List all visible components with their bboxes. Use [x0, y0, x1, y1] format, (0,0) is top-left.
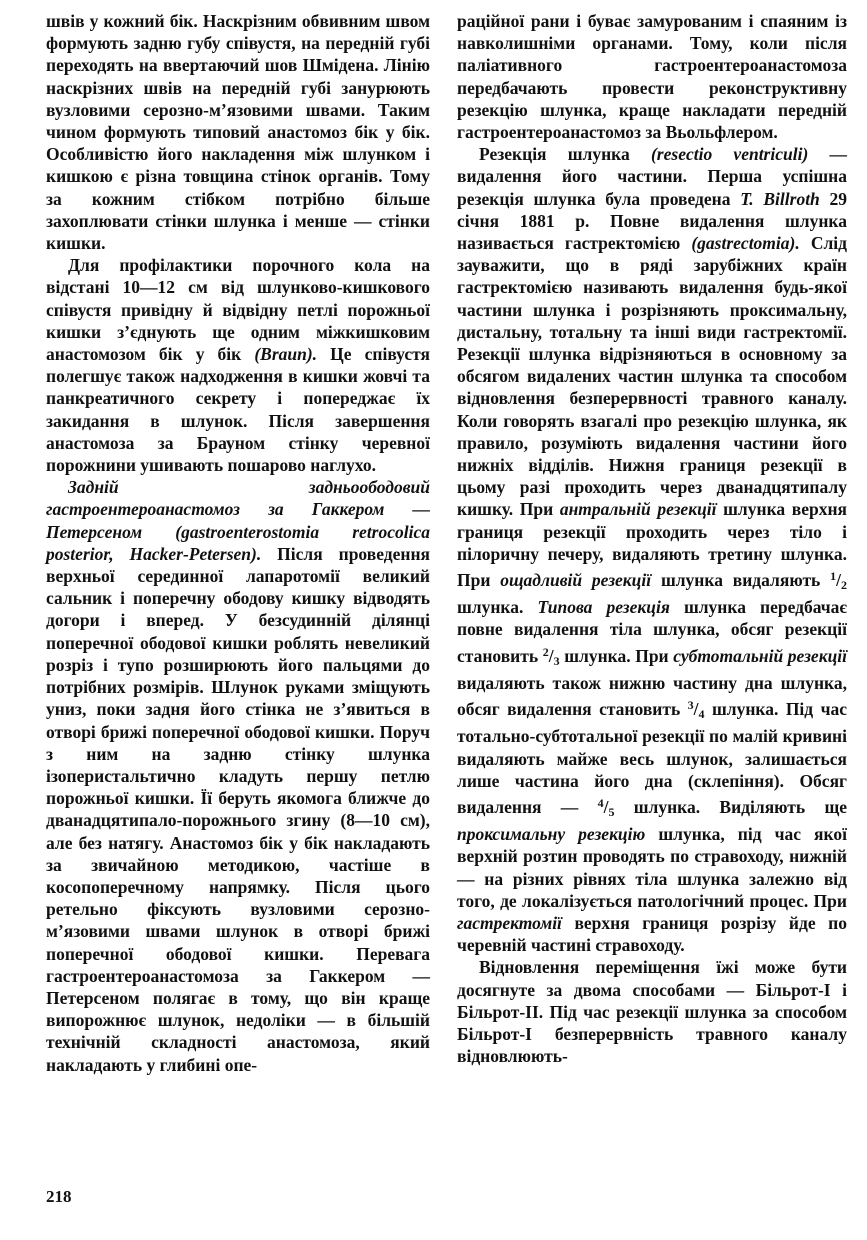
resection-text-j: шлунка. Під час тотально-субтотальної резекції по малій кривині видаляють майже весь шлунок, залишається лише частина його дна (склепіння). Обсяг видалення — — [457, 699, 847, 817]
resection-text-i: видаляють також нижню частину дна шлунка, обсяг видалення становить — [457, 672, 847, 720]
resection-text-a: — видалення його частини. Перша успішна резекція шлунка була проведена — [457, 144, 848, 209]
hacker-petersen-body: Після проведення верхньої серединної лапаротомії великий сальник і поперечну ободову кишку відводять догори і вперед. У безсудинній ділянці поперечної ободової кишки роблять невеликий розріз і тупо розширюють його пальцями до потрібних розмірів. Шлунок руками зміщують униз, поки задня його стінка не з’явиться в отворі брижі поперечної ободової кишки. Поруч з ним на задню стінку шлунка ізоперистальтично кладуть першу петлю порожньої кишки. Її беруть якомога ближче до дванадцятипало-порожнього згину (8—10 см), але без натягу. Анастомоз бік у бік накладають за звичайною методикою, частіше в косопоперечному напрямку. Після цього ретельно фіксують вузловими серозно-м’язовими швами шлунок в отворі брижі поперечної ободової кишки. Перевага гастроентероанастомоза за Гаккером — Петерсеном полягає в тому, що він краще випорожнює шлунок, недоліки — в більшій технічній складності анастомоза, який накладають у глибині опе- — [46, 543, 430, 1075]
fraction-four-fifths: $^4/_5$ — [597, 795, 615, 819]
resection-text-k: шлунка. Виділяють ще — [614, 796, 847, 817]
resection-text-m: верхня границя розрізу йде по черевній частині стравоходу. — [457, 912, 847, 956]
resection-text-h: шлунка. При — [559, 645, 674, 666]
fraction-numerator: 1 — [830, 569, 837, 584]
paragraph-billroth-methods: Відновлення переміщення їжі може бути досягнуте за двома способами — Більрот-І і Більрот-ІІ. Під час резекції шлунка за способом Більрот-І безперервність травного каналу відновлюють- — [457, 957, 847, 1067]
braun-term: (Braun). — [254, 344, 318, 365]
paragraph-gastric-resection — [457, 143, 847, 956]
fraction-denominator: 5 — [608, 804, 615, 819]
page-number: 218 — [46, 1187, 72, 1206]
fraction-three-quarters: $^3/_4$ — [687, 698, 705, 722]
antral-resection-term: антральній резекції — [559, 499, 717, 520]
left-column — [46, 10, 430, 1076]
paragraph-anastomosis-technique: швів у кожний бік. Наскрізним обвивним швом формують задню губу співустя, на передній губі переходять на ввертаючий шов Шмідена. Лінію наскрізних швів на передній губі занурюють вузловими серозно-м’язовими швами. Таким чином формують типовий анастомоз бік у бік. Особливістю його накладення між шлунком і кишкою є різна товщина стінок органів. Тому за кожним стібком потрібно більше захоплювати стінки шлунка і менше — стінки кишки. — [46, 11, 430, 254]
gastrectomia-term: (gastrectomia). — [691, 233, 800, 254]
fraction-numerator: 2 — [542, 644, 549, 659]
braun-text-b: Це співустя полегшує також надходження в кишки жовчі та панкреатичного секрету і попереджає їх закидання в шлунок. Після завершення анастомоза за Брауном стінку черевної порожнини ушивають пошарово наглухо. — [46, 344, 430, 476]
right-column — [457, 10, 847, 1067]
resectio-ventriculi-term: (resectio ventriculi) — [629, 144, 809, 165]
paragraph-braun-anastomosis — [46, 254, 430, 476]
billroth-name: T. Billroth — [740, 188, 820, 209]
typical-resection-term: Типова резекція — [537, 597, 670, 618]
resection-text-b: 29 січня 1881 р. Повне видалення шлунка називається гастректомією — [457, 188, 848, 254]
braun-text-a: Для профілактики порочного кола на відстані 10—12 см від шлунково-кишкового співустя привідну й відвідну петлі порожньої кишки з’єднують ще одним міжкишковим анастомозом бік у бік — [46, 255, 430, 365]
subtotal-resection-term: субтотальній резекції — [673, 645, 848, 666]
resection-text-e: шлунка видаляють — [651, 570, 831, 591]
resection-text-c: Слід зауважити, що в ряді зарубіжних країн гастректомією називають видалення будь-якої частини шлунка і розрізняють проксимальну, дистальну, тотальну та інші види гастректомії. Резекції шлунка відрізняються в основному за обсягом видалених частин шлунка та способом відновлення безперервності травного каналу. Коли говорять взагалі про резекцію шлунка, як правило, розуміють видалення частини його нижніх відділів. Нижня границя резекції в цьому разі проходить через дванадцятипалу кишку. При — [457, 233, 847, 520]
fraction-denominator: 4 — [698, 707, 705, 722]
resection-text-l: шлунка, під час якої верхній розтин проводять по стравоходу, нижній — на різних рівнях тіла шлунка залежно від того, де локалізується патологічний процес. При — [457, 824, 847, 911]
fraction-one-half: $^1/_2$ — [830, 569, 847, 593]
fraction-two-thirds: $^2/_3$ — [542, 644, 560, 668]
sparing-resection-term: ощадливій резекції — [500, 570, 652, 591]
fraction-denominator: 2 — [841, 578, 847, 593]
fraction-numerator: 3 — [687, 698, 694, 713]
resection-text-g: шлунка передбачає повне видалення тіла шлунка, обсяг резекції становить — [457, 597, 847, 666]
resection-text-d: шлунка верхня границя резекції проходить через тіло і пілоричну печеру, видаляють третину шлунка. При — [457, 499, 848, 591]
fraction-denominator: 3 — [553, 653, 560, 668]
hacker-petersen-title: Задній задньоободовий гастроентероанастомоз за Гаккером — Петерсеном (gastroenterostomia retrocolica posterior, Hacker-Petersen). — [46, 477, 430, 564]
paragraph-wolfler-continuation: раційної рани і буває замурованим і спаяним із навколишніми органами. Тому, коли після паліативного гастроентероанастомоза передбачають провести реконструктивну резекцію шлунка, краще накладати передній гастроентероанастомоз за Вьольфлером. — [457, 11, 847, 143]
proximal-resection-term: проксимальну резекцію — [457, 824, 646, 845]
resection-text-f: шлунка. — [457, 597, 538, 618]
paragraph-hacker-petersen — [46, 476, 430, 1075]
gastric-resection-heading: Резекція шлунка — [479, 144, 630, 165]
gastrectomy-term: гастректомії — [457, 912, 562, 933]
fraction-numerator: 4 — [597, 795, 604, 810]
